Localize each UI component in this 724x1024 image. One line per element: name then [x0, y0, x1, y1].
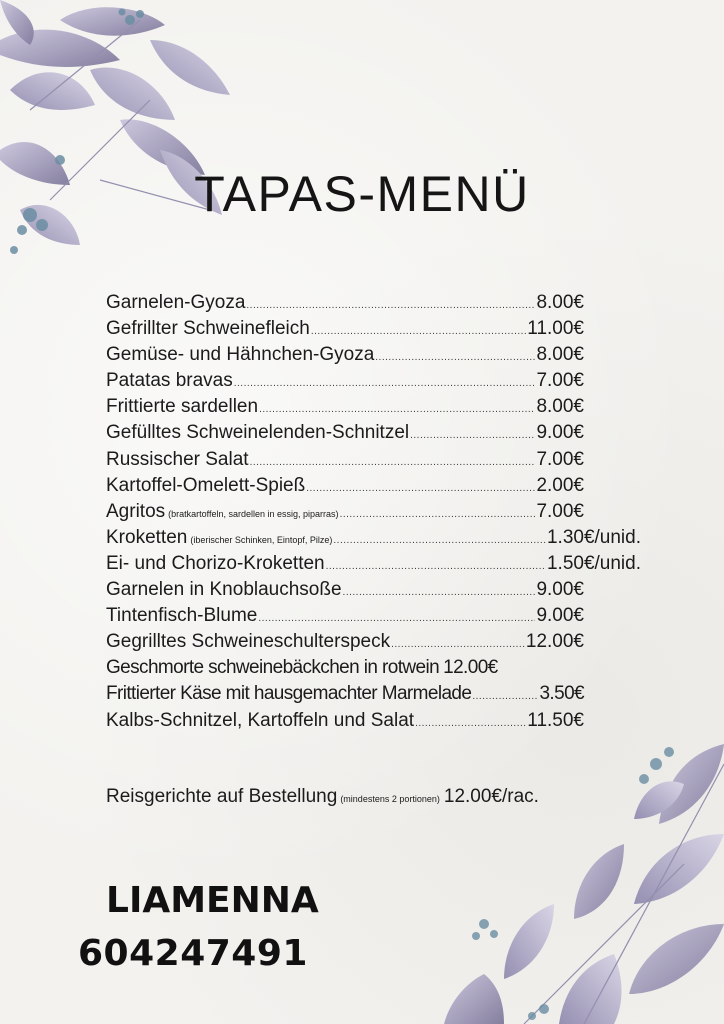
special-note: (mindestens 2 portionen)	[340, 794, 440, 804]
item-price: 8.00€	[536, 292, 584, 313]
dot-leader	[234, 378, 536, 389]
item-name: Ei- und Chorizo-Kroketten	[106, 552, 325, 574]
item-price: 2.00€	[536, 474, 584, 496]
item-note: (bratkartoffeln, sardellen in essig, piparras)	[168, 508, 339, 519]
restaurant-name: LIAMENNA	[106, 880, 319, 921]
menu-item	[106, 370, 584, 396]
menu-item	[106, 449, 584, 475]
dot-leader	[250, 457, 536, 468]
item-price: 7.00€	[536, 500, 584, 522]
dot-leader	[311, 326, 526, 337]
item-price: 12.00€	[525, 631, 584, 653]
dot-leader	[472, 691, 538, 702]
dot-leader	[415, 718, 526, 729]
menu-item	[106, 501, 584, 527]
item-name: Gefülltes Schweinelenden-Schnitzel	[106, 422, 410, 444]
item-name: Russischer Salat	[106, 448, 249, 470]
item-price: 7.00€	[536, 448, 584, 470]
item-price: 1.30€/unid.	[546, 526, 641, 548]
item-name: Agritos	[106, 500, 166, 522]
menu-item	[106, 553, 641, 579]
item-name: Kroketten	[106, 526, 188, 548]
item-name: Kartoffel-Omelett-Spieß	[106, 474, 306, 496]
top-left-foliage	[0, 0, 260, 290]
item-price: 11.50€	[527, 709, 584, 731]
item-price: 9.00€	[536, 605, 584, 627]
item-price: 7.00€	[536, 370, 584, 392]
dot-leader	[259, 404, 535, 415]
menu-item	[106, 683, 584, 709]
menu-item	[106, 475, 584, 501]
dot-leader	[246, 300, 535, 311]
special-item	[106, 786, 636, 812]
item-note: (iberischer Schinken, Eintopf, Pilze)	[190, 534, 333, 545]
special-price: 12.00€/rac.	[443, 786, 539, 807]
dot-leader	[258, 613, 535, 624]
menu-item	[106, 631, 584, 657]
phone-number: 604247491	[78, 933, 308, 974]
item-price: 12.00€	[443, 657, 498, 679]
bottom-right-foliage	[424, 724, 724, 1024]
dot-leader	[410, 430, 535, 441]
special-order-line	[106, 786, 636, 812]
item-price: 11.00€	[527, 318, 584, 340]
item-name: Frittierter Käse mit hausgemachter Marmelade	[106, 683, 472, 705]
dot-leader	[333, 535, 546, 546]
menu-item	[106, 422, 584, 448]
special-name: Reisgerichte auf Bestellung	[106, 786, 338, 807]
item-price: 1.50€/unid.	[546, 552, 641, 574]
menu-item	[106, 579, 584, 605]
item-price: 8.00€	[536, 344, 584, 366]
menu-item	[106, 710, 584, 736]
item-name: Gemüse- und Hähnchen-Gyoza	[106, 344, 375, 366]
item-name: Tintenfisch-Blume	[106, 605, 258, 627]
item-price: 8.00€	[536, 396, 584, 418]
item-price: 9.00€	[536, 422, 584, 444]
item-name: Frittierte sardellen	[106, 396, 259, 418]
dot-leader	[326, 561, 546, 572]
menu-item	[106, 292, 584, 318]
item-name: Gefrillter Schweinefleich	[106, 318, 310, 340]
item-name: Kalbs-Schnitzel, Kartoffeln und Salat	[106, 709, 415, 731]
item-price: 3.50€	[539, 683, 584, 705]
menu-item	[106, 344, 584, 370]
item-name: Garnelen-Gyoza	[106, 292, 246, 313]
item-name: Geschmorte schweinebäckchen in rotwein	[106, 657, 440, 679]
menu-item	[106, 527, 641, 553]
dot-leader	[391, 639, 525, 650]
item-name: Garnelen in Knoblauchsoße	[106, 579, 342, 601]
dot-leader	[306, 483, 535, 494]
item-name: Gegrilltes Schweineschulterspeck	[106, 631, 391, 653]
menu-item	[106, 318, 584, 344]
dot-leader	[343, 587, 536, 598]
menu-item	[106, 657, 584, 683]
menu-item	[106, 396, 584, 422]
menu-item	[106, 605, 584, 631]
item-price: 9.00€	[536, 579, 584, 601]
menu-title: TAPAS-MENÜ	[194, 166, 530, 222]
dot-leader	[375, 352, 535, 363]
item-name: Patatas bravas	[106, 370, 233, 392]
menu-list	[106, 292, 646, 736]
dot-leader	[340, 509, 536, 520]
